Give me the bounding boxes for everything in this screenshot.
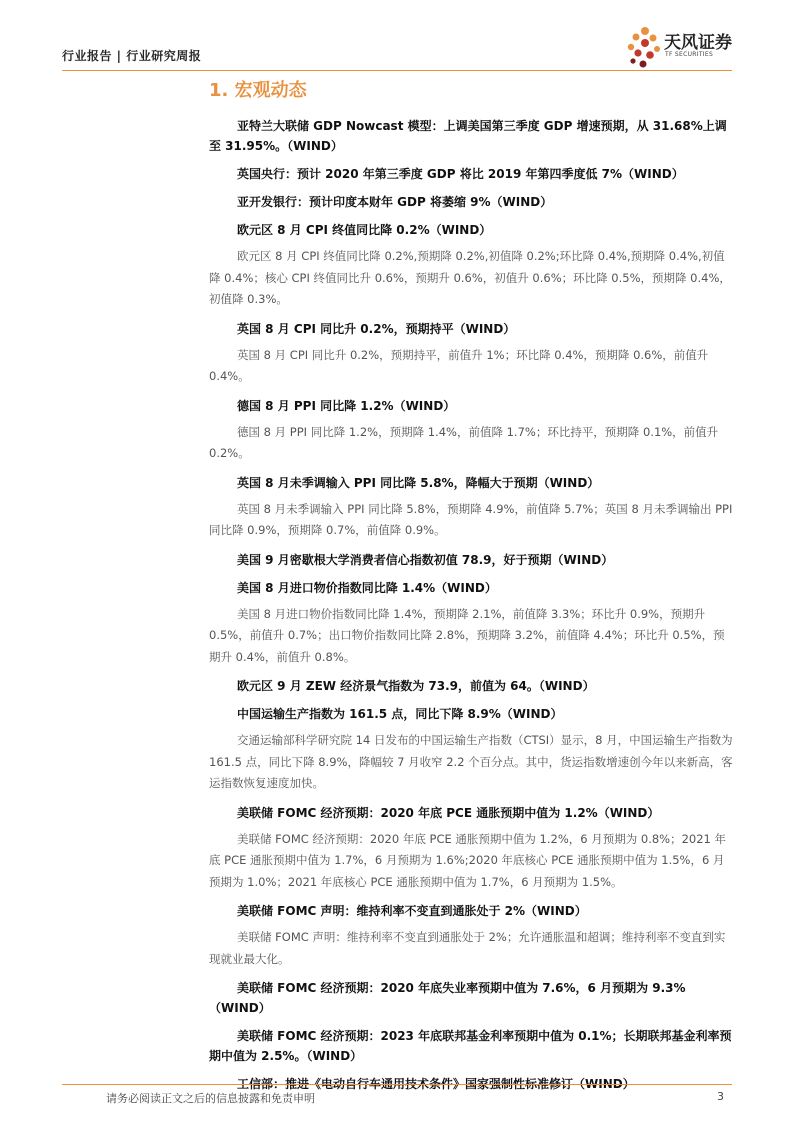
- news-headline: 中国运输生产指数为 161.5 点，同比下降 8.9%（WIND）: [237, 707, 563, 721]
- news-headline: 英国央行：预计 2020 年第三季度 GDP 将比 2019 年第四季度低 7%（WIND）: [237, 167, 684, 181]
- news-body: 英国 8 月 CPI 同比升 0.2%，预期持平，前值升 1%；环比降 0.4%，预期降 0.6%，前值升 0.4%。: [209, 347, 709, 383]
- news-body: 德国 8 月 PPI 同比降 1.2%，预期降 1.4%，前值降 1.7%；环比持平，预期降 0.1%，前值升 0.2%。: [209, 424, 719, 460]
- news-body: 交通运输部科学研究院 14 日发布的中国运输生产指数（CTSI）显示，8 月，中国运输生产指数为 161.5 点，同比下降 8.9%，降幅较 7 月收窄 2.2 个百分点。其中，货运指数增速创今年以来新高，客运指数恢复速度加快。: [209, 733, 733, 790]
- news-body: 欧元区 8 月 CPI 终值同比降 0.2%,预期降 0.2%,初值降 0.2%;环比降 0.4%,预期降 0.4%,初值降 0.4%；核心 CPI 终值同比升 0.6%，预期升 0.6%，初值升 0.6%；环比降 0.5%，预期降 0.4%，初值降 0.3%。: [209, 249, 731, 306]
- news-body: 英国 8 月未季调输入 PPI 同比降 5.8%，预期降 4.9%，前值降 5.7%；英国 8 月未季调输出 PPI 同比降 0.9%，预期降 0.7%，前值降 0.9%。: [209, 501, 733, 537]
- news-body: 美国 8 月进口物价指数同比降 1.4%，预期降 2.1%，前值降 3.3%；环比升 0.9%，预期升 0.5%，前值升 0.7%；出口物价指数同比降 2.8%，预期降 3.2%，前值降 4.4%；环比升 0.5%，预期升 0.4%，前值升 0.8%。: [209, 606, 725, 664]
- section-title: 1. 宏观动态: [209, 80, 307, 101]
- logo-text-en: TF SECURITIES: [665, 51, 714, 58]
- news-headline: 德国 8 月 PPI 同比降 1.2%（WIND）: [237, 398, 456, 413]
- news-headline: 美联储 FOMC 声明：维持利率不变直到通胀处于 2%（WIND）: [237, 904, 587, 918]
- news-headline: 美国 9 月密歇根大学消费者信心指数初值 78.9，好于预期（WIND）: [237, 552, 614, 567]
- company-logo: [624, 26, 732, 70]
- main-content: [209, 78, 733, 1102]
- news-headline: 欧元区 9 月 ZEW 经济景气指数为 73.9，前值为 64。（WIND）: [237, 679, 595, 693]
- news-headline: 美国 8 月进口物价指数同比降 1.4%（WIND）: [237, 580, 497, 595]
- news-headline: 英国 8 月未季调输入 PPI 同比降 5.8%，降幅大于预期（WIND）: [237, 475, 600, 490]
- page-header: [62, 33, 732, 70]
- header-divider: [62, 70, 732, 71]
- news-headline: 工信部：推进《电动自行车通用技术条件》国家强制性标准修订（WIND）: [237, 1077, 635, 1091]
- page-number: 3: [717, 1090, 724, 1103]
- news-headline: 亚特兰大联储 GDP Nowcast 模型：上调美国第三季度 GDP 增速预期，从 31.68%上调至 31.95%。（WIND）: [209, 119, 727, 153]
- logo-mark-icon: [624, 26, 662, 70]
- footer-disclaimer: 请务必阅读正文之后的信息披露和免责申明: [106, 1092, 315, 1105]
- news-headline: 美联储 FOMC 经济预期：2020 年底失业率预期中值为 7.6%，6 月预期为 9.3%（WIND）: [209, 981, 686, 1015]
- logo-text-cn: 天风证券: [664, 33, 732, 53]
- header-title: 行业报告 | 行业研究周报: [62, 49, 202, 63]
- news-body: 美联储 FOMC 经济预期：2020 年底 PCE 通胀预期中值为 1.2%，6 月预期为 0.8%；2021 年底 PCE 通胀预期中值为 1.7%，6 月预期为 1.6%;2020 年底核心 PCE 通胀预期中值为 1.5%，6 月预期为 1.0%；2021 年底核心 PCE 通胀预期中值为 1.7%，6 月预期为 1.5%。: [209, 831, 727, 889]
- news-headline: 亚开发银行：预计印度本财年 GDP 将萎缩 9%（WIND）: [237, 195, 553, 209]
- news-body: 美联储 FOMC 声明：维持利率不变直到通胀处于 2%；允许通胀温和超调；维持利率不变直到实现就业最大化。: [209, 930, 726, 966]
- footer-divider: [62, 1084, 732, 1085]
- news-headline: 欧元区 8 月 CPI 终值同比降 0.2%（WIND）: [237, 223, 492, 237]
- news-headline: 美联储 FOMC 经济预期：2020 年底 PCE 通胀预期中值为 1.2%（WIND）: [237, 805, 660, 820]
- news-headline: 美联储 FOMC 经济预期：2023 年底联邦基金利率预期中值为 0.1%；长期联邦基金利率预期中值为 2.5%。（WIND）: [209, 1029, 732, 1063]
- news-headline: 英国 8 月 CPI 同比升 0.2%，预期持平（WIND）: [237, 321, 516, 336]
